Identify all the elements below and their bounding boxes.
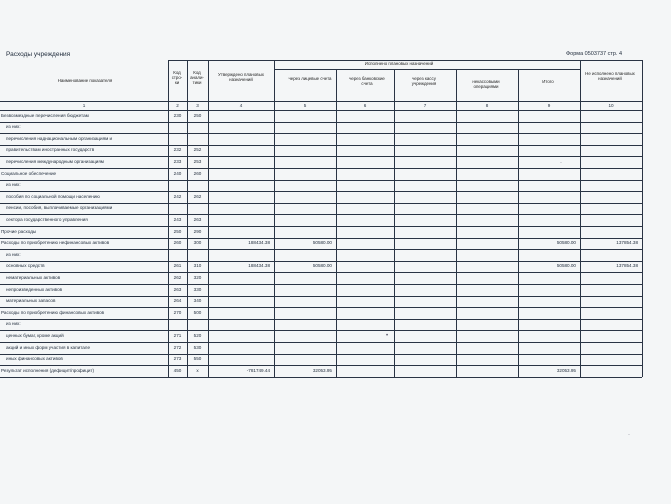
row-divider [0,296,642,297]
row-divider [0,191,642,192]
col-header-group: Исполнено плановых назначений [364,61,434,66]
row-name: из них: [6,182,21,188]
row-name: Расходы по приобретению финансовых активов [1,309,105,315]
row-line-code: 242 [173,193,182,199]
ink-mark: · [560,160,562,166]
row-name: Расходы по приобретению нефинансовых активов [1,240,110,246]
column-divider [336,69,337,377]
row-divider [0,203,642,204]
row-kosgu-code: 500 [193,309,202,315]
row-divider [0,249,642,250]
column-number: 4 [239,102,243,108]
row-kosgu-code: 300 [193,240,202,246]
row-name: из них: [6,321,21,327]
row-line-code: 250 [173,228,182,234]
row-divider [0,342,642,343]
row-total: 32053.95 [556,367,576,373]
column-number: 6 [363,102,367,108]
col-header-approved: Утверждено плановых назначений [218,72,264,83]
row-kosgu-code: 310 [193,263,202,269]
column-number: 9 [547,102,551,108]
row-divider [0,133,642,134]
row-line-code: 271 [173,332,182,338]
row-line-code: 232 [173,147,182,153]
row-name: непроизведенных активов [6,286,63,292]
row-via-personal: 32053.95 [312,367,332,373]
row-kosgu-code: 260 [193,170,202,176]
row-name: перечисления международным организациям [6,158,104,164]
row-name: иных финансовых активов [6,356,63,362]
row-via-personal: 50580.00 [312,263,332,269]
row-line-code: 273 [173,356,182,362]
column-number: 5 [303,102,307,108]
row-kosgu-code: 250 [193,112,202,118]
row-line-code: 240 [173,170,182,176]
row-divider [0,330,642,331]
row-divider [0,238,642,239]
row-divider [0,145,642,146]
row-approved: -781749.44 [246,367,270,373]
row-name: Социальное обеспечение [1,170,57,176]
row-name: пенсии, пособия, выплачиваемые организациями [6,205,113,211]
row-name: материальных запасов [6,298,56,304]
column-number: 7 [423,102,427,108]
row-name: Прочие расходы [1,228,37,234]
col-header-via-personal: через лицевые счета [288,76,332,81]
row-approved: 188434.38 [248,263,270,269]
row-divider [0,284,642,285]
row-name: правительствам иностранных государств [6,147,95,153]
column-divider [208,60,209,377]
column-divider [456,69,457,377]
row-kosgu-code: 253 [193,158,202,164]
row-total: 50580.00 [556,263,576,269]
row-line-code: 264 [173,298,182,304]
col-header-line-code: Код стро- ки [171,70,183,86]
column-number-border [0,110,642,111]
row-via-personal: 50580.00 [312,240,332,246]
row-name: перечисления наднациональным организациям и [6,135,113,141]
row-not-executed: 137854.38 [616,240,638,246]
row-divider [0,168,642,169]
col-header-noncash: некассовыми операциями [472,79,500,90]
row-divider [0,226,642,227]
column-divider [642,60,643,377]
col-header-via-cash: через кассу учреждения [411,76,437,87]
row-kosgu-code: 520 [193,332,202,338]
row-line-code: 243 [173,216,182,222]
group-header-divider [274,69,580,70]
row-approved: 188434.38 [248,240,270,246]
column-number: 8 [485,102,489,108]
row-name: нематериальных активов [6,274,61,280]
row-line-code: 263 [173,286,182,292]
row-name: сектора государственного управления [6,216,88,222]
column-divider [580,60,581,377]
document-title: Расходы учреждения [6,51,71,58]
column-number: 1 [82,102,86,108]
row-name: пособия по социальной помощи населению [6,193,100,199]
row-line-code: 272 [173,344,182,350]
row-kosgu-code: 550 [193,356,202,362]
table-top-border [168,60,642,61]
row-kosgu-code: 263 [193,216,202,222]
row-line-code: 233 [173,158,182,164]
row-name: из них: [6,124,21,130]
row-kosgu-code: 262 [193,193,202,199]
row-line-code: 260 [173,240,182,246]
row-name: акций и иных форм участия в капитале [6,344,91,350]
row-divider [0,354,642,355]
row-kosgu-code: x [196,367,199,373]
row-line-code: 270 [173,309,182,315]
form-reference: Форма 0503737 стр. 4 [566,51,623,57]
col-header-via-bank: через банковские счета [349,76,385,87]
row-divider [0,261,642,262]
ink-mark: · [628,432,630,438]
row-name: ценных бумаг, кроме акций [6,332,64,338]
row-kosgu-code: 530 [193,344,202,350]
row-kosgu-code: 330 [193,286,202,292]
row-name: из них: [6,251,21,257]
row-kosgu-code: 340 [193,298,202,304]
col-header-total: Итого [542,79,554,84]
row-name: основных средств [6,263,45,269]
row-kosgu-code: 320 [193,274,202,280]
column-divider [394,69,395,377]
row-divider [0,214,642,215]
column-number: 10 [608,102,614,108]
row-divider [0,319,642,320]
col-header-name: Наименование показателя [57,78,113,83]
row-divider [0,272,642,273]
column-number: 2 [176,102,179,108]
column-divider [518,69,519,377]
row-divider [0,365,642,366]
row-line-code: 261 [173,263,182,269]
column-number: 3 [196,102,199,108]
row-kosgu-code: 290 [193,228,202,234]
row-divider [0,307,642,308]
column-divider [274,60,275,377]
ink-mark: • [386,333,389,339]
col-header-kosgu: Код анали- тики [190,70,204,86]
row-line-code: 230 [173,112,182,118]
row-divider [0,156,642,157]
col-header-not-executed: Не исполнено плановых назначений [585,71,635,82]
row-divider [0,377,642,378]
row-line-code: 450 [173,367,182,373]
row-line-code: 262 [173,274,182,280]
row-kosgu-code: 252 [193,147,202,153]
row-not-executed: 137854.38 [616,263,638,269]
row-total: 50580.00 [556,240,576,246]
row-name: Результат исполнения (дефицит/профицит) [1,367,95,373]
row-divider [0,180,642,181]
row-name: Безвозмездные перечисления бюджетам [1,112,89,118]
row-divider [0,122,642,123]
